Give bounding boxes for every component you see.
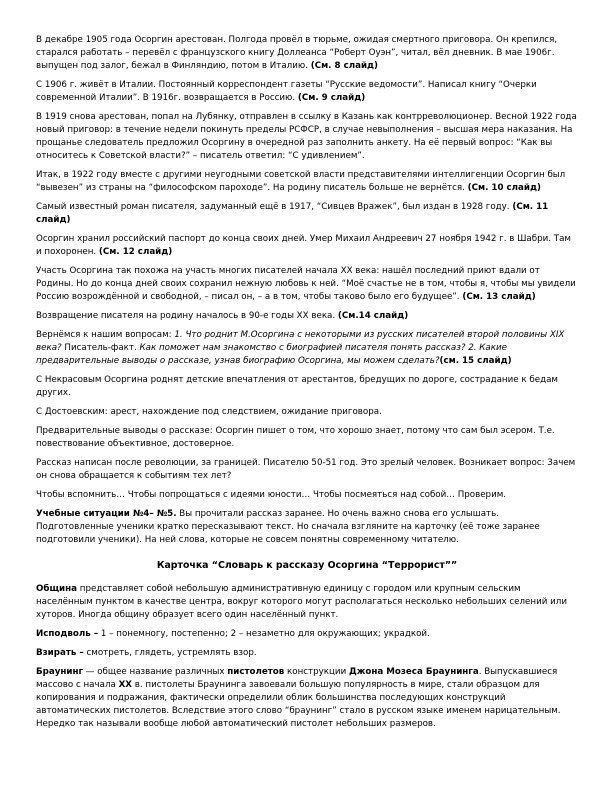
card-entry-browning: Браунинг — общее название различных пистолетов конструкции Джона Мозеса Браунинга. Выпускавшиеся массово с начала ХХ в. пистолеты Браунинга завоевали большую популярность в мире, стали образцом для копирования и подражания, фактически определили облик большинства последующих конструкций автоматических пистолетов. Вследствие этого слово “браунинг” стало в русском языке именем нарицательным. Нередко так называли вообще любой автоматический пистолет небольших размеров. [36, 667, 561, 729]
paragraph-to-remember: Чтобы вспомнить… Чтобы попрощаться с идеями юности… Чтобы посмеяться над собой… Проверим. [36, 490, 507, 500]
paragraph-novel: Самый известный роман писателя, задуманный ещё в 1917, “Сивцев Вражек”, был издан в 1928 году. (См. 11 слайд) [36, 202, 549, 225]
paragraph-philosophy-ship: Итак, в 1922 году вместе с другими неугодными советской власти представителями интеллигенции Осоргин был “вывезен” из страны на “философском пароходе”. На родину писатель больше не вернётся. (См. 10 слайд) [36, 170, 566, 193]
slide-ref: (См.14 слайд) [337, 311, 409, 321]
paragraph-learning-situations: Учебные ситуации №4– №5. Вы прочитали рассказ заранее. Но очень важно снова его услышать. Подготовленные ученики кратко пересказывают текст. Но сначала взгляните на карточку (её тоже заранее подготовили ученики). На ней слова, которые не совсем понятны современному читателю. [36, 509, 540, 545]
paragraph-fate: Участь Осоргина так похожа на участь многих писателей начала ХХ века: нашёл последний приют вдали от Родины. Но до конца дней своих сохранил нежную любовь к ней. “Моё счастье не в том, чтобы я, чтобы мы увидели Россию возрождённой и свободной, – писал он, – а в том, чтобы таково было его будущее”. (См. 13 слайд) [36, 266, 576, 302]
slide-ref: (См. 8 слайд) [310, 61, 379, 71]
paragraph-italy: С 1906 г. живёт в Италии. Постоянный корреспондент газеты “Русские ведомости”. Написал книгу “Очерки современной Италии”. В 1916г. возвращается в Россию. (См. 9 слайд) [36, 80, 537, 103]
paragraph-nekrasov: С Некрасовым Осоргина роднят детские впечатления от арестантов, бредущих по дороге, сострадание к бедам других. [36, 375, 558, 398]
slide-ref: (См. 11 слайд) [36, 202, 549, 225]
slide-ref: (см. 15 слайд) [439, 356, 512, 366]
paragraph-dostoevsky: С Достоевским: арест, нахождение под следствием, ожидание приговора. [36, 407, 382, 417]
card-title: Карточка “Словарь к рассказу Осоргина “Террорист”” [156, 560, 458, 571]
paragraph-after-revolution: Рассказ написан после революции, за границей. Писателю 50-51 год. Это зрелый человек. Возникает вопрос: Зачем он снова обращается к событиям тех лет? [36, 458, 576, 481]
slide-ref: (См. 13 слайд) [462, 292, 536, 302]
slide-ref: (См. 12 слайд) [98, 247, 173, 257]
document-page [36, 34, 578, 737]
paragraph-preliminary-conclusions: Предварительные выводы о рассказе: Осоргин пишет о том, что хорошо знает, потому что сам был эсером. Т.е. повествование объективное, достоверное. [36, 426, 555, 449]
slide-ref: (См. 10 слайд) [467, 183, 541, 193]
paragraph-arrest-1905: В декабре 1905 года Осоргин арестован. Полгода провёл в тюрьме, ожидая смертного приговора. Он крепился, старался работать – перевёл с французского книгу Доллеанса “Роберт Оуэн”, читал, вёл дневник. В мае 1906г. выпущен под залог, бежал в Финляндию, потом в Италию. (См. 8 слайд) [36, 35, 558, 71]
slide-ref: (См. 9 слайд) [297, 93, 366, 103]
paragraph-arrest-1919: В 1919 снова арестован, попал на Лубянку, отправлен в ссылку в Казань как контрреволюционер. Весной 1922 года новый приговор: в течение недели покинуть пределы РСФСР, в случае невыполнения – высшая мера наказания. На прощанье следователь предложил Осоргину в очередной раз заполнить анкету. На её первый вопрос: “Как вы относитесь к Советской власти?” – писатель ответил: “С удивлением”. [36, 112, 577, 161]
paragraph-questions: Вернёмся к нашим вопросам: 1. Что роднит М.Осоргина с некоторыми из русских писателей второй половины XIX века? Писатель-факт. Как поможет нам знакомство с биографией писателя понять рассказ? 2. Какие предварительные выводы о рассказе, узнав биографию Осоргина, мы можем сделать?(см. 15 слайд) [36, 330, 565, 366]
card-entry-community: Община представляет собой небольшую административную единицу с городом или крупным сельским населённым пунктом в качестве центра, вокруг которого могут располагаться несколько небольших селений или хуторов. Иногда общину образует всего один населённый пункт. [36, 584, 567, 620]
paragraph-death: Осоргин хранил российский паспорт до конца своих дней. Умер Михаил Андреевич 27 ноября 1942 г. в Шабри. Там и похоронен. (См. 12 слайд) [36, 234, 571, 257]
paragraph-return: Возвращение писателя на родину началось в 90-е годы ХХ века. (См.14 слайд) [36, 311, 409, 321]
card-entry-gradually: Исподволь – 1 – понемногу, постепенно; 2 – незаметно для окружающих; украдкой. [36, 629, 430, 639]
card-entry-to-gaze: Взирать – смотреть, глядеть, устремлять взор. [36, 648, 257, 658]
